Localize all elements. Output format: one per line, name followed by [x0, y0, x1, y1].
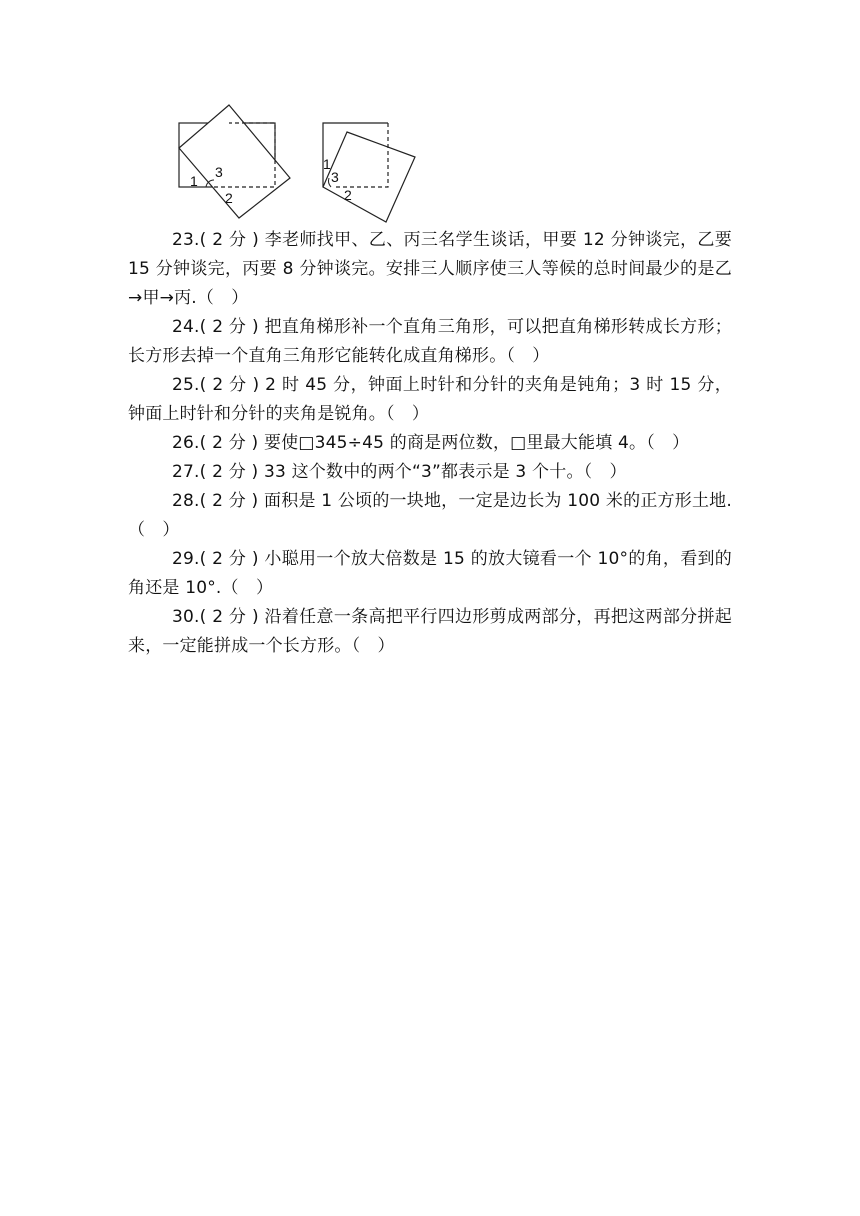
question-points: ( 2 分 ) [199, 491, 259, 511]
question-number: 26. [172, 433, 200, 453]
question-item [128, 371, 732, 429]
right-fold-figure [320, 100, 440, 225]
question-item [128, 487, 732, 545]
question-text: 面积是 1 公顷的一块地，一定是边长为 100 米的正方形土地.（ ） [128, 491, 733, 540]
dashed-fold-line [334, 123, 388, 187]
question-points: ( 2 分 ) [199, 317, 259, 337]
question-number: 25. [172, 375, 200, 395]
question-item [128, 429, 732, 458]
question-number: 29. [172, 549, 200, 569]
question-number: 23. [172, 230, 200, 250]
question-points: ( 2 分 ) [199, 607, 259, 627]
question-text: 把直角梯形补一个直角三角形，可以把直角梯形转成长方形；长方形去掉一个直角三角形它能转化成直角梯形。（ ） [128, 317, 732, 366]
angle-label-3: 3 [331, 169, 339, 185]
question-text: 33 这个数中的两个“3”都表示是 3 个十。（ ） [263, 462, 627, 482]
folded-rectangle-figures [170, 100, 430, 225]
angle-label-3: 3 [215, 164, 223, 180]
left-fold-figure [170, 100, 295, 225]
question-item [128, 226, 732, 313]
question-points: ( 2 分 ) [199, 433, 259, 453]
question-item [128, 603, 732, 661]
question-text: 2 时 45 分，钟面上时针和分针的夹角是钝角；3 时 15 分，钟面上时针和分针的夹角是锐角。（ ） [128, 375, 732, 424]
question-list [128, 226, 732, 661]
question-points: ( 2 分 ) [199, 462, 259, 482]
angle-label-2: 2 [344, 187, 352, 203]
angle-label-1: 1 [190, 173, 198, 189]
question-number: 24. [172, 317, 200, 337]
rotated-rectangle [179, 105, 290, 218]
question-item [128, 545, 732, 603]
question-points: ( 2 分 ) [199, 549, 259, 569]
question-text: 要使□345÷45 的商是两位数，□里最大能填 4。（ ） [263, 433, 690, 453]
angle-label-2: 2 [225, 190, 233, 206]
question-number: 30. [172, 607, 200, 627]
question-text: 沿着任意一条高把平行四边形剪成两部分，再把这两部分拼起来，一定能拼成一个长方形。（ ） [128, 607, 732, 656]
question-item [128, 458, 732, 487]
question-item [128, 313, 732, 371]
question-number: 27. [172, 462, 200, 482]
question-text: 小聪用一个放大倍数是 15 的放大镜看一个 10°的角，看到的角还是 10°.（ ） [128, 549, 732, 598]
question-points: ( 2 分 ) [199, 230, 259, 250]
question-text: 李老师找甲、乙、丙三名学生谈话，甲要 12 分钟谈完，乙要 15 分钟谈完，丙要 8 分钟谈完。安排三人顺序使三人等候的总时间最少的是乙→甲→丙.（ ） [128, 230, 732, 308]
question-number: 28. [172, 491, 200, 511]
angle-label-1: 1 [323, 156, 331, 172]
question-points: ( 2 分 ) [199, 375, 260, 395]
